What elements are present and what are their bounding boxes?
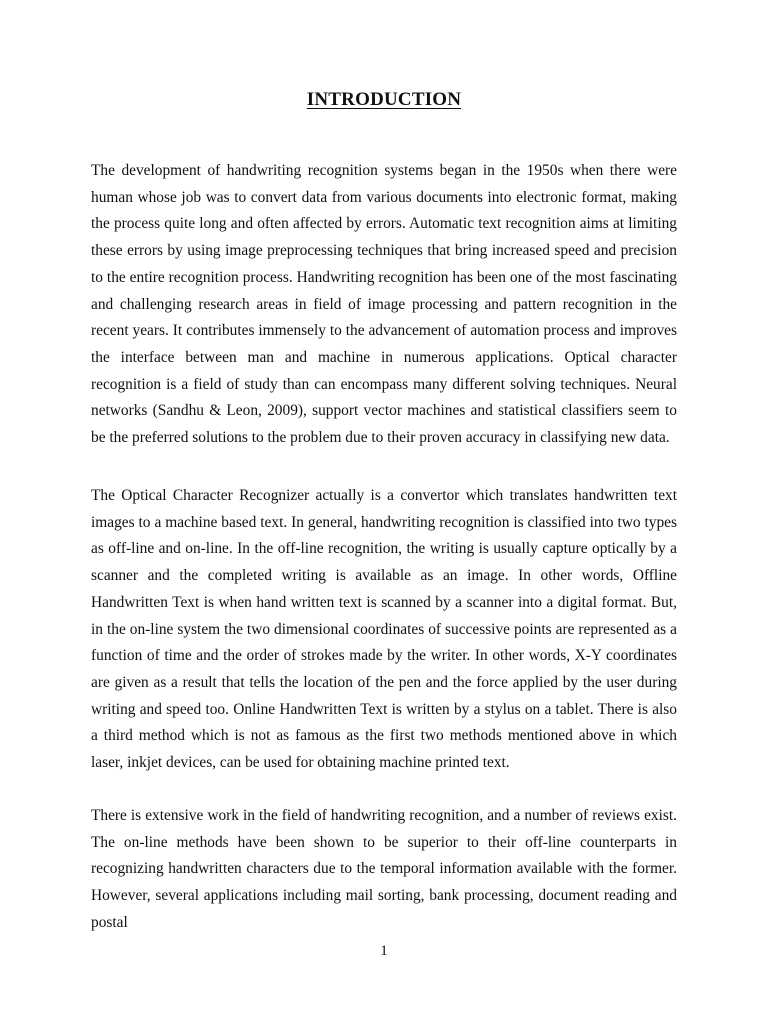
page-title: INTRODUCTION	[306, 89, 462, 110]
paragraph-2: The Optical Character Recognizer actually is a convertor which translates handwritten text images to a machine based text. In general, handwriting recognition is classified into two types as off-line and on-line. In the off-line recognition, the writing is usually capture optically by a scanner and the completed writing is available as an image. In other words, Offline Handwritten Text is when hand written text is scanned by a scanner into a digital format. But, in the on-line system the two dimensional coordinates of successive points are represented as a function of time and the order of strokes made by the writer. In other words, X-Y coordinates are given as a result that tells the location of the pen and the force applied by the user during writing and speed too. Online Handwritten Text is written by a stylus on a tablet. There is also a third method which is not as famous as the first two methods mentioned above in which laser, inkjet devices, can be used for obtaining machine printed text.	[91, 487, 677, 772]
paragraph-1: The development of handwriting recognition systems began in the 1950s when there were human whose job was to convert data from various documents into electronic format, making the process quite long and often affected by errors. Automatic text recognition aims at limiting these errors by using image preprocessing techniques that bring increased speed and precision to the entire recognition process. Handwriting recognition has been one of the most fascinating and challenging research areas in field of image processing and pattern recognition in the recent years. It contributes immensely to the advancement of automation process and improves the interface between man and machine in numerous applications. Optical character recognition is a field of study than can encompass many different solving techniques. Neural networks (Sandhu & Leon, 2009), support vector machines and statistical classifiers seem to be the preferred solutions to the problem due to their proven accuracy in classifying new data.	[91, 162, 677, 447]
paragraph-3: There is extensive work in the field of handwriting recognition, and a number of reviews exist. The on-line methods have been shown to be superior to their off-line counterparts in recognizing handwritten characters due to the temporal information available with the former. However, several applications including mail sorting, bank processing, document reading and postal	[91, 807, 677, 931]
page-number: 1	[380, 943, 388, 959]
